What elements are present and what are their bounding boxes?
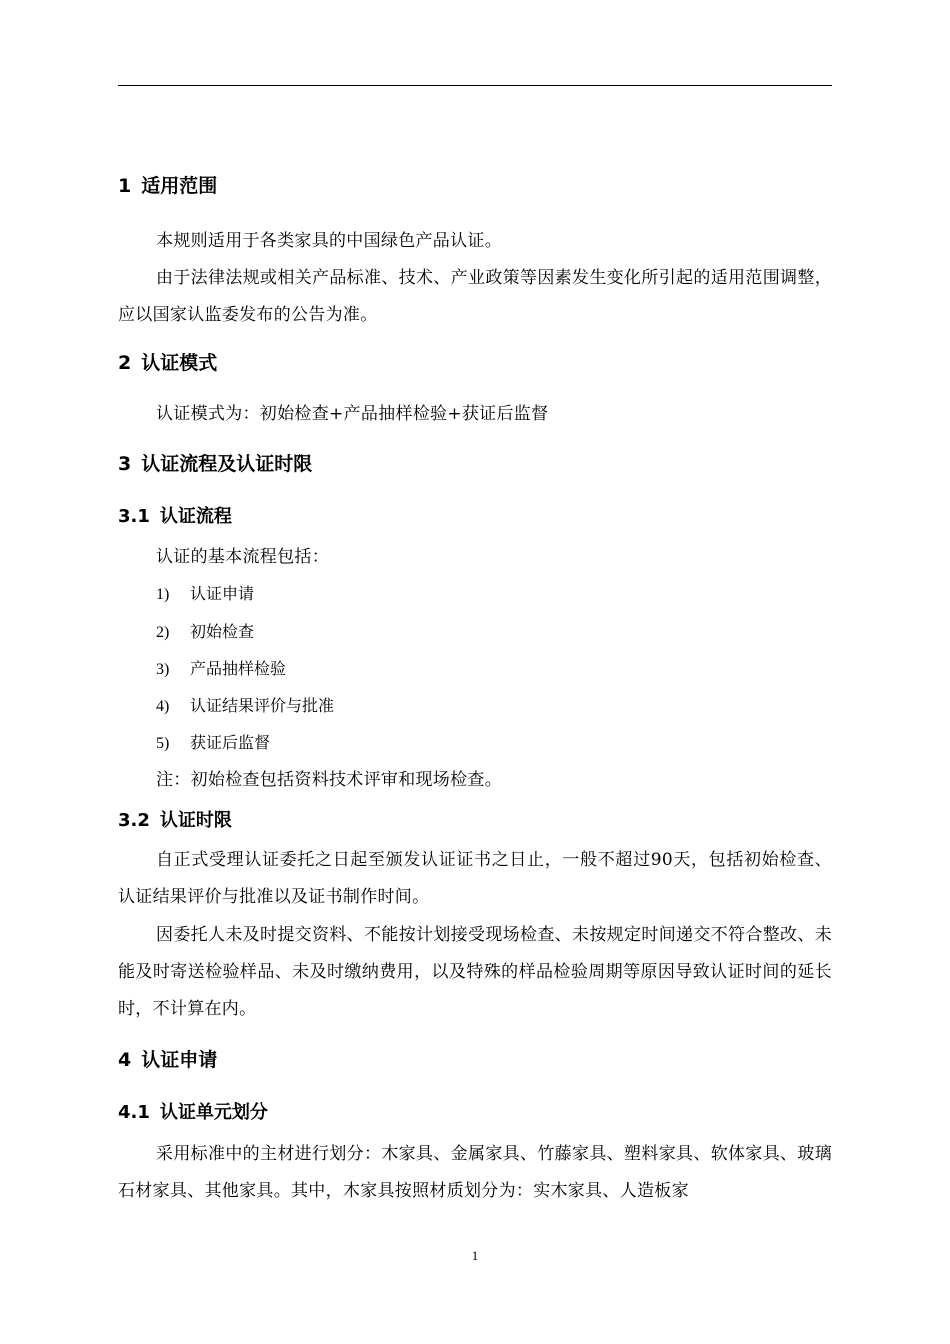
header-rule	[118, 85, 832, 86]
list-text: 认证申请	[190, 584, 255, 603]
heading-title: 认证时限	[159, 810, 232, 831]
list-marker: 3)	[156, 661, 170, 678]
list-marker: 2)	[156, 624, 170, 641]
paragraph-scope-1: 本规则适用于各类家具的中国绿色产品认证。	[156, 231, 502, 251]
page-number: 1	[471, 1248, 479, 1263]
list-item	[156, 695, 334, 718]
heading-title: 认证流程	[159, 506, 232, 527]
heading-4-application	[118, 1048, 832, 1072]
heading-number: 1	[118, 175, 132, 197]
list-marker: 4)	[156, 698, 170, 715]
paragraph-time-limit-1: 自正式受理认证委托之日起至颁发认证证书之日止，一般不超过90天，包括初始检查、认证结果评价与批准以及证书制作时间。	[118, 850, 832, 907]
list-marker: 1)	[156, 586, 170, 603]
heading-title: 适用范围	[141, 175, 218, 197]
paragraph-mode: 认证模式为：初始检查+产品抽样检验+获证后监督	[156, 404, 549, 424]
list-text: 认证结果评价与批准	[190, 696, 335, 715]
list-text: 产品抽样检验	[190, 659, 287, 678]
heading-2-mode	[118, 351, 832, 375]
heading-number: 4	[118, 1049, 132, 1071]
heading-number: 3.2	[118, 810, 150, 831]
list-text: 初始检查	[190, 622, 255, 641]
heading-title: 认证流程及认证时限	[141, 453, 313, 475]
heading-number: 4.1	[118, 1102, 150, 1123]
heading-3-1-flow	[118, 505, 832, 529]
list-item	[156, 583, 254, 606]
heading-4-1-unit-division	[118, 1101, 832, 1125]
list-item	[156, 732, 270, 755]
heading-title: 认证模式	[141, 352, 218, 374]
paragraph-scope-2: 由于法律法规或相关产品标准、技术、产业政策等因素发生变化所引起的适用范围调整，应以国家认监委发布的公告为准。	[118, 268, 832, 325]
heading-number: 2	[118, 352, 132, 374]
heading-title: 认证申请	[141, 1049, 218, 1071]
heading-3-2-time-limit	[118, 809, 832, 833]
list-item	[156, 658, 286, 681]
paragraph-flow-intro: 认证的基本流程包括：	[156, 547, 329, 567]
list-marker: 5)	[156, 735, 170, 752]
heading-number: 3.1	[118, 506, 150, 527]
list-item	[156, 621, 254, 644]
heading-title: 认证单元划分	[159, 1102, 268, 1123]
heading-1-scope	[118, 174, 832, 198]
list-text: 获证后监督	[190, 733, 271, 752]
heading-number: 3	[118, 453, 132, 475]
paragraph-unit-division: 采用标准中的主材进行划分：木家具、金属家具、竹藤家具、塑料家具、软体家具、玻璃石材家具、其他家具。其中，木家具按照材质划分为：实木家具、人造板家	[118, 1144, 832, 1201]
paragraph-time-limit-2: 因委托人未及时提交资料、不能按计划接受现场检查、未按规定时间递交不符合整改、未能及时寄送检验样品、未及时缴纳费用，以及特殊的样品检验周期等原因导致认证时间的延长时，不计算在内。	[118, 925, 832, 1019]
heading-3-process	[118, 452, 832, 476]
paragraph-flow-note: 注：初始检查包括资料技术评审和现场检查。	[156, 770, 502, 790]
